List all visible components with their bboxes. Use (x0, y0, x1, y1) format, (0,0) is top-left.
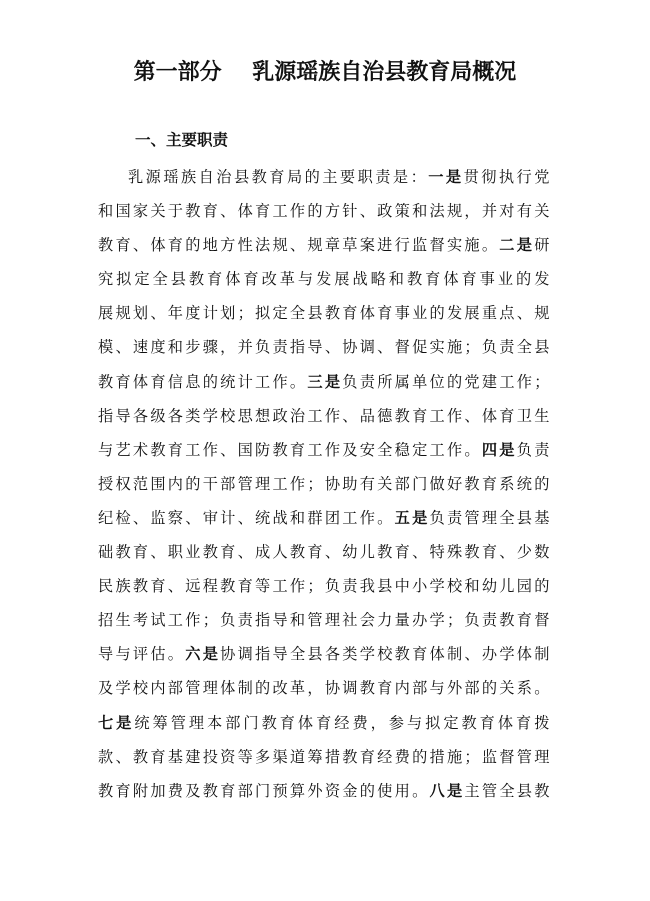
text-segment: 负责 (516, 440, 551, 459)
text-segment: 模、速度和步骤，并负责指导、协调、督促实施；负责全县 (98, 338, 550, 357)
text-segment: 和国家关于教育、体育工作的方针、政策和法规，并对有关 (98, 202, 550, 221)
text-line (98, 365, 550, 399)
item-ordinal: 六是 (185, 645, 221, 664)
text-segment: 民族教育、远程教育等工作；负责我县中小学校和幼儿园的 (98, 577, 550, 596)
item-ordinal: 七是 (98, 713, 135, 732)
item-ordinal: 四是 (481, 440, 517, 459)
text-segment: 统筹管理本部门教育体育经费，参与拟定教育体育拨 (134, 713, 550, 732)
text-line (98, 603, 550, 637)
text-segment: 协调指导全县各类学校教育体制、办学体制 (220, 645, 551, 664)
text-line (98, 330, 550, 364)
section-heading: 一、主要职责 (135, 131, 229, 149)
text-segment: 研 (534, 236, 550, 255)
text-line (98, 194, 550, 228)
text-line (98, 535, 550, 569)
text-line (98, 262, 550, 296)
text-line (98, 671, 550, 705)
text-segment: 招生考试工作；负责指导和管理社会力量办学；负责教育督 (98, 611, 550, 630)
text-line (98, 774, 550, 808)
item-ordinal: 二是 (499, 236, 535, 255)
text-segment: 款、教育基建投资等多渠道筹措教育经费的措施；监督管理 (98, 747, 550, 766)
text-segment: 主管全县教 (464, 781, 551, 800)
text-segment: 教育体育信息的统计工作。 (98, 372, 308, 391)
text-segment: 及学校内部管理体制的改革，协调教育内部与外部的关系。 (98, 679, 550, 698)
text-line (98, 433, 550, 467)
text-segment: 展规划、年度计划；拟定全县教育体育事业的发展重点、规 (98, 304, 550, 323)
text-segment: 导与评估。 (98, 645, 186, 664)
text-segment: 负责管理全县基 (429, 508, 551, 527)
page-title: 第一部分 乳源瑶族自治县教育局概况 (133, 60, 517, 85)
text-line (98, 501, 550, 535)
text-segment: 究拟定全县教育体育改革与发展战略和教育体育事业的发 (98, 270, 550, 289)
text-line (98, 228, 550, 262)
text-segment: 与艺术教育工作、国防教育工作及安全稳定工作。 (98, 440, 482, 459)
text-line (98, 706, 550, 740)
item-ordinal: 五是 (394, 508, 430, 527)
text-line (98, 740, 550, 774)
text-segment: 负责所属单位的党建工作； (342, 372, 551, 391)
text-segment: 贯彻执行党 (463, 168, 551, 186)
body-paragraph (98, 160, 550, 808)
item-ordinal: 三是 (307, 372, 343, 391)
text-line (98, 467, 550, 501)
item-ordinal: 一是 (428, 168, 464, 186)
text-line (98, 160, 550, 194)
text-segment: 乳源瑶族自治县教育局的主要职责是： (128, 168, 429, 186)
text-segment: 授权范围内的干部管理工作；协助有关部门做好教育系统的 (98, 474, 550, 493)
text-segment: 教育附加费及教育部门预算外资金的使用。 (98, 781, 430, 800)
text-segment: 教育、体育的地方性法规、规章草案进行监督实施。 (98, 236, 500, 255)
text-line (98, 637, 550, 671)
item-ordinal: 八是 (429, 781, 465, 800)
text-segment: 纪检、监察、审计、统战和群团工作。 (98, 508, 395, 527)
text-segment: 础教育、职业教育、成人教育、幼儿教育、特殊教育、少数 (98, 543, 550, 562)
text-line (98, 399, 550, 433)
text-segment: 指导各级各类学校思想政治工作、品德教育工作、体育卫生 (98, 406, 550, 425)
text-line (98, 296, 550, 330)
text-line (98, 569, 550, 603)
